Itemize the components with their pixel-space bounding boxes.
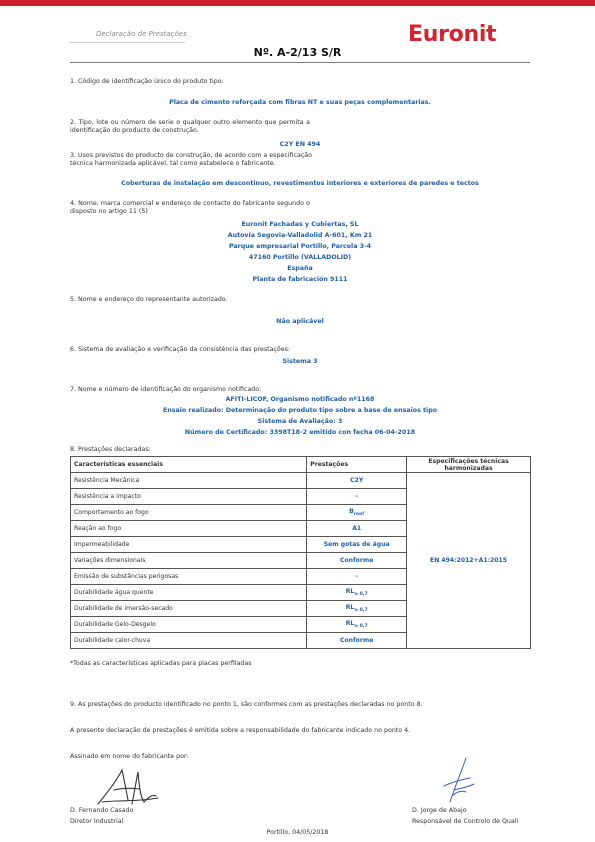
row-performance: Conforme bbox=[307, 553, 407, 569]
row-performance: - bbox=[307, 489, 407, 505]
section-2-value: C2Y EN 494 bbox=[279, 141, 321, 148]
header-tagline-underline bbox=[70, 42, 185, 43]
row-characteristic: Durabilidade de imersão-secado bbox=[71, 601, 307, 617]
signer-2-name: D. Jorge de Abajo bbox=[412, 807, 467, 814]
section-5-value: Não aplicável bbox=[276, 318, 324, 325]
table-footnote: *Todas as características aplicadas para placas perfiladas bbox=[70, 660, 252, 667]
manufacturer-plant: Planta de fabricación 9111 bbox=[252, 276, 348, 283]
harmonized-spec: EN 494:2012+A1:2015 bbox=[407, 473, 531, 649]
row-characteristic: Reação ao fogo bbox=[71, 521, 307, 537]
place-and-date: Portillo, 04/05/2018 bbox=[266, 829, 329, 836]
row-characteristic: Resistência Mecânica bbox=[71, 473, 307, 489]
section-2-label: 2. Tipo, lote ou número de serie o qualquer outro elemento que permita a identificação do producto de construção. bbox=[70, 119, 310, 135]
section-7-label: 7. Nome e número de identificação do organismo notificado: bbox=[70, 386, 262, 393]
section-3-value: Coberturas de instalação em descontinuo, revestimentos interiores e exteriores de paredes e tectos bbox=[121, 180, 479, 187]
section-5-label: 5. Nome e endereço do representante autorizado. bbox=[70, 296, 228, 303]
row-performance: Conforme bbox=[307, 633, 407, 649]
document-number: Nº. A-2/13 S/R bbox=[253, 46, 342, 59]
manufacturer-country: España bbox=[287, 265, 313, 272]
row-characteristic: Comportamento ao fogo bbox=[71, 505, 307, 521]
table-header-row bbox=[71, 457, 531, 473]
row-characteristic: Variações dimensionais bbox=[71, 553, 307, 569]
header-essential-characteristics: Características essenciais bbox=[71, 457, 307, 473]
section-8-label: 8. Prestações declaradas: bbox=[70, 446, 151, 453]
euronit-logo: Euronit bbox=[408, 22, 497, 47]
row-performance: C2Y bbox=[307, 473, 407, 489]
responsibility-statement: A presente declaração de prestações é emitida sobre a responsabilidade do fabricante indicado no ponto 4. bbox=[70, 727, 411, 734]
table-row bbox=[71, 473, 531, 489]
row-performance: $B_{roof}$ bbox=[307, 505, 407, 521]
signer-2-role: Responsável de Controlo de Quali bbox=[412, 818, 519, 825]
row-performance: Sem gotas de água bbox=[307, 537, 407, 553]
evaluation-system: Sistema de Avaliação: 3 bbox=[257, 418, 343, 425]
signer-1-role: Diretor Industrial bbox=[70, 818, 124, 825]
test-performed: Ensaio realizado: Determinação do produto tipo sobre a base de ensaios tipo bbox=[162, 407, 438, 414]
section-6-label: 6. Sistema de avaliação e verificação da consistência das prestações: bbox=[70, 346, 291, 353]
signature-fernando-casado bbox=[92, 764, 164, 812]
row-performance: - bbox=[307, 569, 407, 585]
row-performance: $RL_{\ge 0,7}$ bbox=[307, 585, 407, 601]
header-performance: Prestações bbox=[307, 457, 407, 473]
row-characteristic: Durabilidade calor-chuva bbox=[71, 633, 307, 649]
notified-body: AFITI-LICOF, Organismo notificado nº1168 bbox=[225, 396, 375, 403]
row-performance: A1 bbox=[307, 521, 407, 537]
section-6-value: Sistema 3 bbox=[282, 358, 318, 365]
section-1-value: Placa de cimento reforçada com fibras NT e suas peças complementarias. bbox=[169, 99, 431, 106]
row-characteristic: Impermeabilidade bbox=[71, 537, 307, 553]
row-characteristic: Durabilidade água quente bbox=[71, 585, 307, 601]
header-tagline: Declaração de Prestações bbox=[96, 30, 187, 38]
header-divider bbox=[70, 62, 530, 63]
certificate-number: Número de Certificado: 3398T18-2 emitido con fecha 06-04-2018 bbox=[184, 429, 416, 436]
signature-jorge-de-abajo bbox=[436, 756, 480, 808]
row-characteristic: Resistência a impacto bbox=[71, 489, 307, 505]
section-9-statement: 9. As prestações do producto identificado no ponto 1, são conformes com as prestações declaradas no ponto 8. bbox=[70, 701, 423, 708]
signer-1-name: D. Fernando Casado bbox=[70, 807, 134, 814]
row-performance: $RL_{\ge 0,7}$ bbox=[307, 601, 407, 617]
section-4-label: 4. Nome, marca comercial e endereço de contacto do fabricante segundo o disposto no artigo 11 (5) bbox=[70, 200, 310, 216]
section-1-label: 1. Código de identificação único do produto tipo: bbox=[70, 78, 224, 85]
performance-table bbox=[70, 456, 531, 649]
manufacturer-address-line-2: Parque empresarial Portillo, Parcela 3-4 bbox=[228, 243, 372, 250]
row-characteristic: Emissão de substâncias perigosas bbox=[71, 569, 307, 585]
signed-on-behalf: Assinado em nome do fabricante por: bbox=[70, 753, 189, 760]
row-characteristic: Durabilidade Gelo-Desgelo bbox=[71, 617, 307, 633]
section-3-label: 3. Usos previstos do producto de construção, de acordo com a especificação técnica harmonizada aplicável, tal como estabelece o fabricante. bbox=[70, 152, 312, 168]
row-performance: $RL_{\ge 0,7}$ bbox=[307, 617, 407, 633]
top-accent-bar bbox=[0, 0, 595, 6]
manufacturer-address-line-3: 47160 Portillo (VALLADOLID) bbox=[248, 254, 352, 261]
manufacturer-name: Euronit Fachadas y Cubiertas, SL bbox=[241, 221, 359, 228]
header-technical-spec: Especificações técnicas harmonizadas bbox=[407, 457, 531, 473]
manufacturer-address-line-1: Autovía Segovia-Valladolid A-601, Km 21 bbox=[227, 232, 373, 239]
